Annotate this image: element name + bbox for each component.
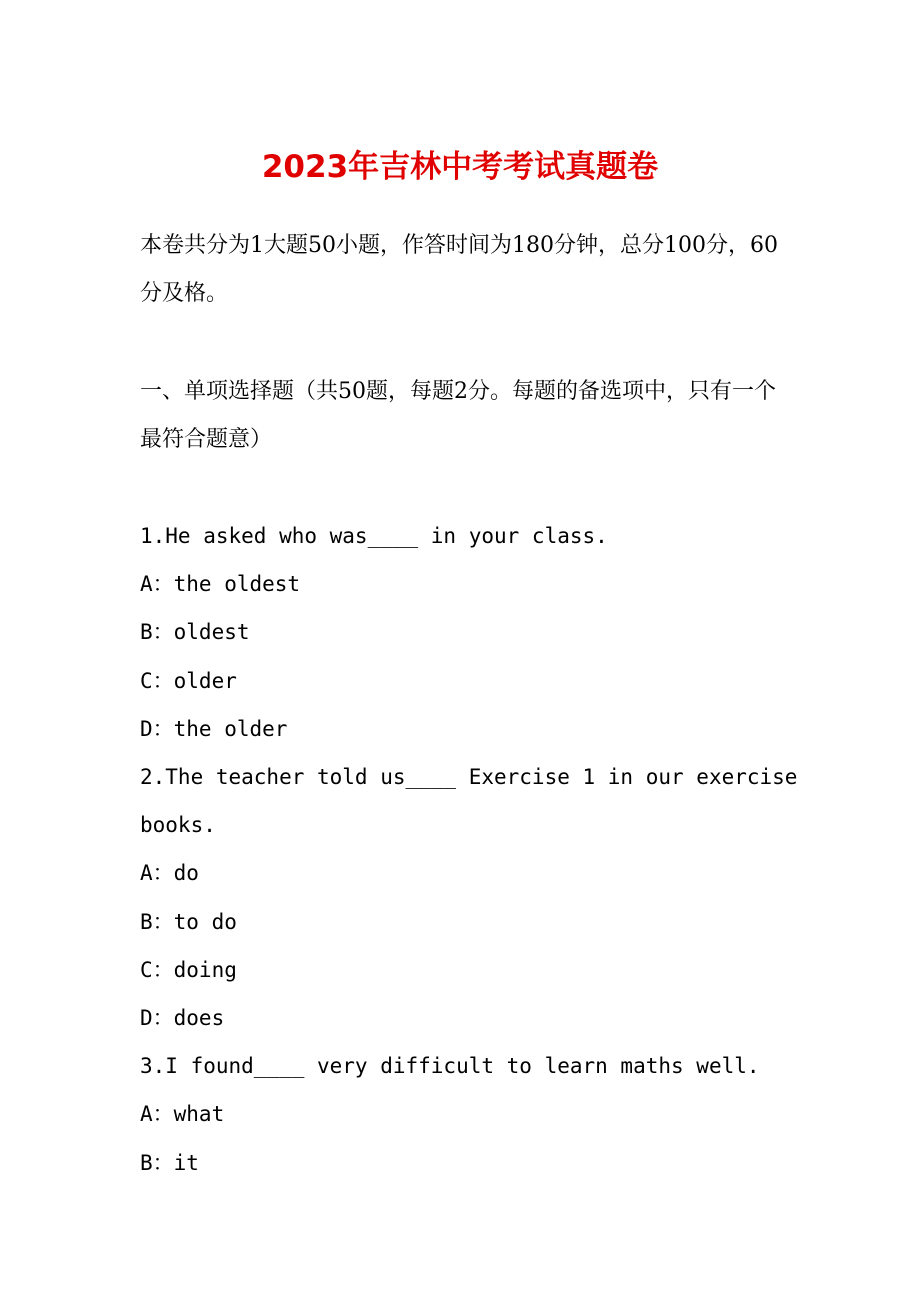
question-2-option-c: C：doing [140,958,237,982]
section-heading: 一、单项选择题（共50题，每题2分。每题的备选项中，只有一个最符合题意） [140,379,776,452]
question-3-stem: 3.I found____ very difficult to learn maths well. [140,1054,760,1078]
question-2-stem-line-2: books. [140,813,216,837]
question-2-option-d: D：does [140,1006,225,1030]
question-3-option-b: B：it [140,1151,199,1175]
intro-paragraph: 本卷共分为1大题50小题，作答时间为180分钟，总分100分，60分及格。 [140,233,778,306]
question-2-option-a: A：do [140,861,199,885]
question-1-option-d: D：the older [140,717,288,741]
question-1-option-c: C：older [140,669,237,693]
document-title: 2023年吉林中考考试真题卷 [261,149,659,185]
question-3-option-a: A：what [140,1102,225,1126]
question-1-option-a: A：the oldest [140,572,301,596]
question-1-stem: 1.He asked who was____ in your class. [140,524,608,548]
question-1-option-b: B：oldest [140,620,250,644]
question-2-option-b: B：to do [140,910,237,934]
question-2-stem-line-1: 2.The teacher told us____ Exercise 1 in our exercise [140,765,798,789]
